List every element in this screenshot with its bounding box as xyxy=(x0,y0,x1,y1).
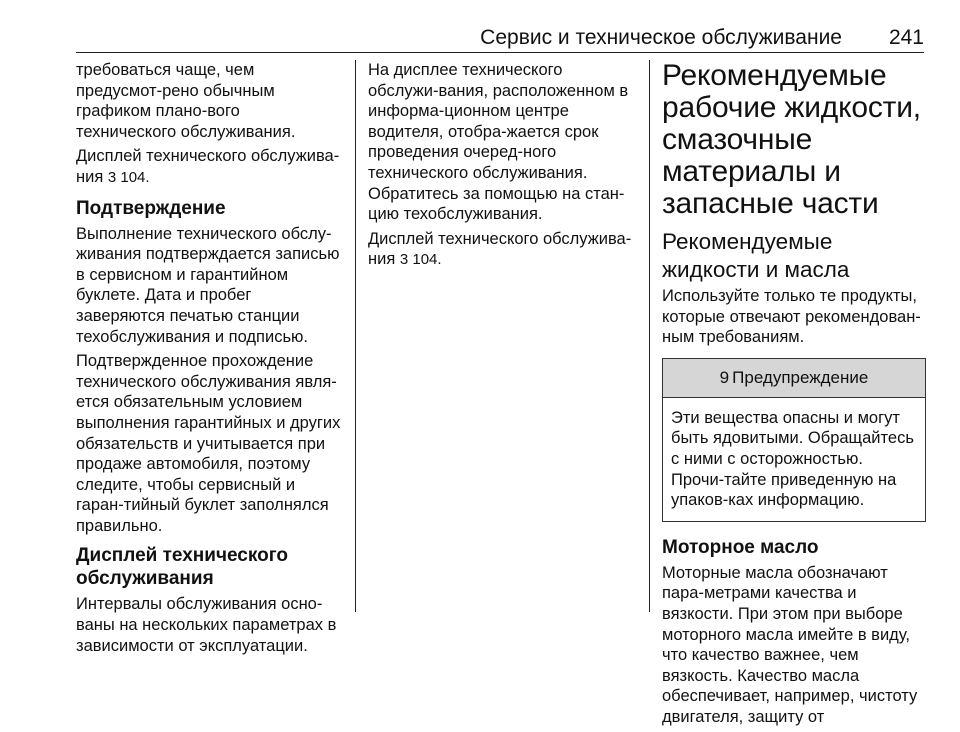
column-2 xyxy=(368,60,636,275)
paragraph-use-products: Используйте только те продукты, которые отвечают рекомендован-ным требованиям. xyxy=(662,287,921,347)
display-reference-text: Дисплей технического обслужива-ния xyxy=(76,147,340,186)
warning-box xyxy=(662,358,926,522)
section-title-fluids-lubricants: Рекомендуемые рабочие жидкости, смазочные материалы и запасные части xyxy=(662,59,921,220)
paragraph-engine-oil: Моторные масла обозначают пара-метрами качества и вязкости. При этом при выборе моторного масла имейте в виду, что качество важнее, чем вязкость. Качество масла обеспечивает, например, чистоту двигателя, защиту от xyxy=(662,563,918,726)
warning-header xyxy=(663,359,925,398)
paragraph-display-reference xyxy=(76,146,342,188)
column-divider-2 xyxy=(649,60,650,612)
subsection-title-fluids-oils: Рекомендуемые жидкости и масла xyxy=(662,229,850,282)
paragraph-display-reference-2 xyxy=(368,229,636,271)
heading-engine-oil: Моторное масло xyxy=(662,536,819,558)
column-3 xyxy=(662,60,928,732)
page-number: 241 xyxy=(888,26,924,49)
column-divider-1 xyxy=(355,60,356,612)
page-reference-link-2[interactable]: 3 104. xyxy=(399,251,442,269)
page-header xyxy=(0,0,960,48)
warning-icon: 9 xyxy=(719,367,730,387)
paragraph-confirmation: Выполнение технического обслу-живания подтверждается записью в сервисном и гарантийном буклете. Дата и пробег заверяются печатью станции техобслуживания и подписью. xyxy=(76,224,340,346)
warning-body xyxy=(663,398,925,521)
warning-title: Предупреждение xyxy=(732,367,869,387)
page-reference-link[interactable]: 3 104. xyxy=(107,168,150,186)
heading-service-display: Дисплей технического обслуживания xyxy=(76,545,288,590)
header-rule xyxy=(76,52,924,53)
display-reference-text-2: Дисплей технического обслужива-ния xyxy=(368,229,632,269)
heading-confirmation: Подтверждение xyxy=(76,197,226,219)
paragraph-service-intervals: Интервалы обслуживания осно-ваны на нескольких параметрах в зависимости от эксплуатации. xyxy=(76,595,337,655)
warning-text: Эти вещества опасны и могут быть ядовитыми. Обращайтесь с ними с осторожностью. Прочи-тайте приведенную на упаков-ках информацию. xyxy=(671,408,914,510)
paragraph-maintenance-frequency: требоваться чаще, чем предусмот-рено обычным графиком плано-вого технического обслуживания. xyxy=(76,61,296,141)
column-1 xyxy=(76,60,342,660)
paragraph-confirmed-service: Подтвержденное прохождение технического обслуживания явля-ется обязательным условием выполнения гарантийных и других обязательств и учитывается при продаже автомобиля, поэтому следите, чтобы сервисный и гаран-тийный буклет заполнялся правильно. xyxy=(76,352,341,535)
paragraph-service-display-info: На дисплее технического обслужи-вания, расположенном в информа-ционном центре водителя, отобра-жается срок проведения очеред-ного технического обслуживания. Обратитесь за помощью на стан-цию техобслуживания. xyxy=(368,61,629,224)
page-header-title: Сервис и техническое обслуживание xyxy=(480,26,842,49)
